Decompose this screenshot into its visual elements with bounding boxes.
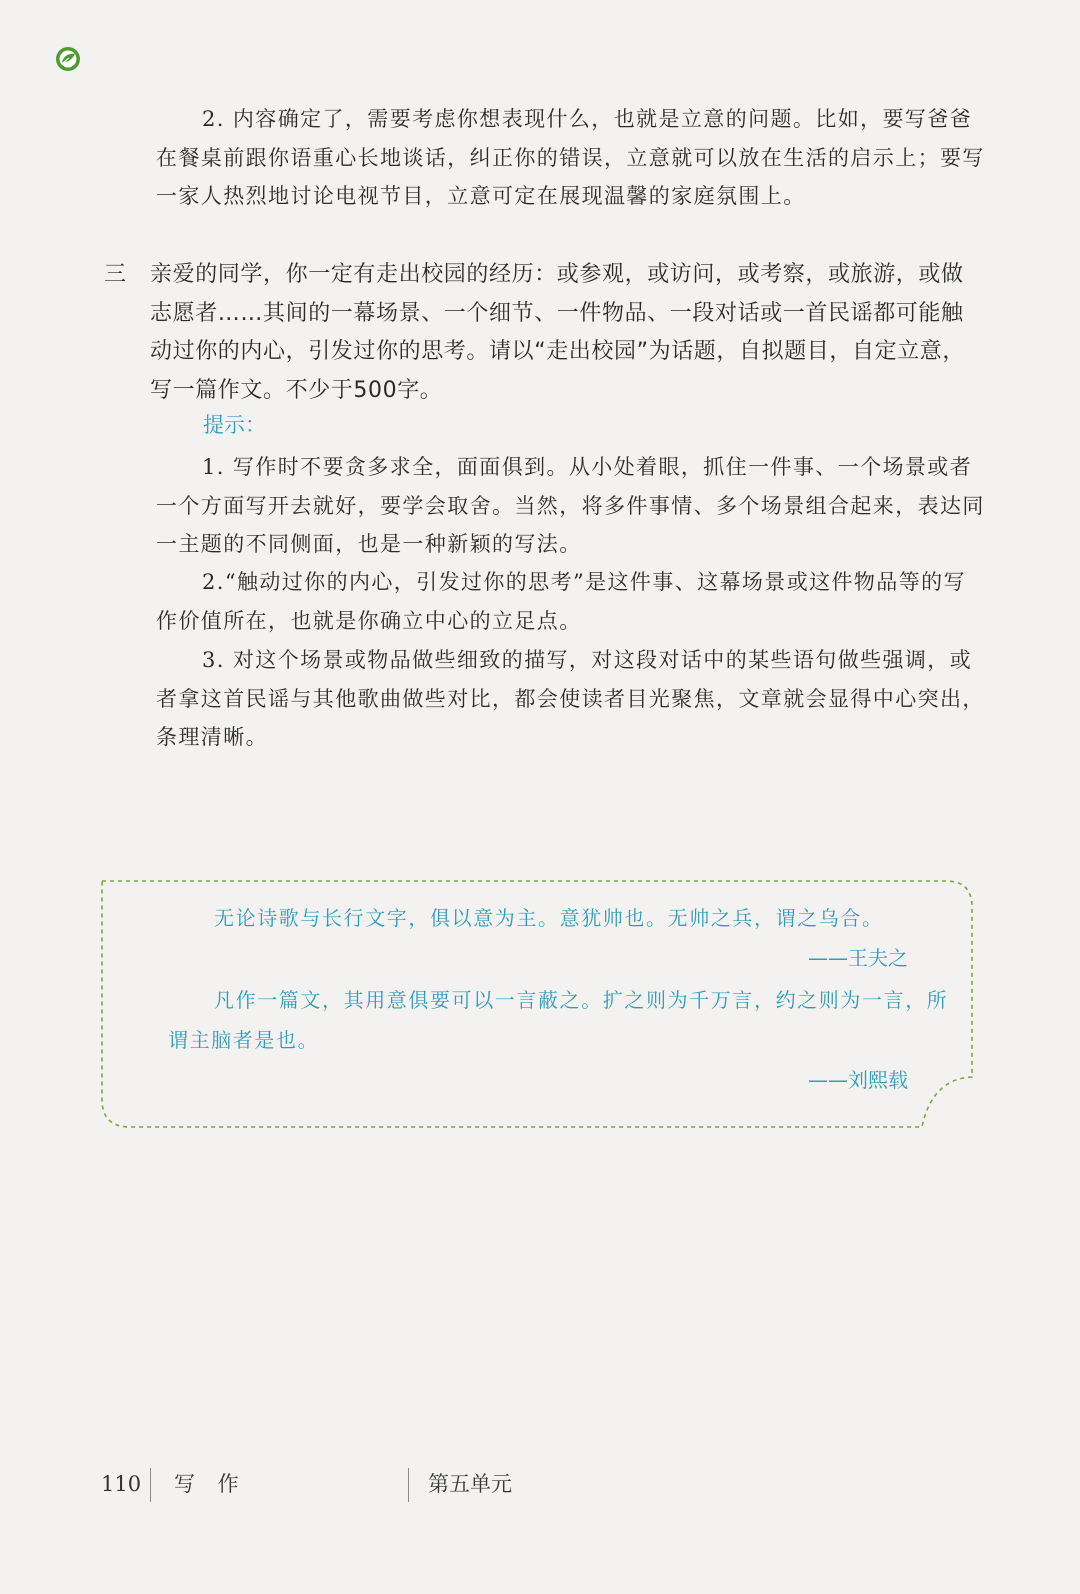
- writing-task-text: 亲爱的同学，你一定有走出校园的经历：或参观，或访问，或考察，或旅游，或做志愿者……其间的一幕场景、一个细节、一件物品、一段对话或一首民谣都可能触动过你的内心，引发过你的思考。请以“走出校园”为话题，自拟题目，自定立意，写一篇作文。不少于500字。: [150, 262, 965, 403]
- hint-text: 1. 写作时不要贪多求全，面面俱到。从小处着眼，抓住一件事、一个场景或者一个方面写开去就好，要学会取舍。当然，将多件事情、多个场景组合起来，表达同一主题的不同侧面，也是一种新颖的写法。: [156, 455, 985, 556]
- hint-item-1: [156, 448, 986, 564]
- paragraph-text: 2. 内容确定了，需要考虑你想表现什么，也就是立意的问题。比如，要写爸爸在餐桌前跟你语重心长地谈话，纠正你的错误，立意就可以放在生活的启示上；要写一家人热烈地讨论电视节目，立意可定在展现温馨的家庭氛围上。: [156, 107, 985, 208]
- task-number: 三: [104, 262, 127, 287]
- hint-item-3: [156, 641, 986, 757]
- paragraph-item-2: [156, 100, 986, 216]
- quote-2: [168, 980, 958, 1060]
- quote-text: 无论诗歌与长行文字，俱以意为主。意犹帅也。无帅之兵，谓之乌合。: [214, 906, 884, 930]
- footer-divider: [408, 1468, 409, 1502]
- hints-label: 提示：: [203, 413, 266, 437]
- quote-author-2: ——刘熙载: [808, 1068, 908, 1092]
- footer-unit-title: 第五单元: [428, 1472, 512, 1496]
- footer-divider: [150, 1468, 151, 1502]
- hint-text: 3. 对这个场景或物品做些细致的描写，对这段对话中的某些语句做些强调，或者拿这首民谣与其他歌曲做些对比，都会使读者目光聚焦，文章就会显得中心突出，条理清晰。: [156, 648, 985, 749]
- hint-item-2: [156, 563, 986, 640]
- green-leaf-circle-icon: [55, 46, 81, 72]
- footer-section-title: 写 作: [174, 1472, 247, 1496]
- quote-1: [168, 898, 958, 938]
- quote-author-1: ——王夫之: [808, 946, 908, 970]
- hint-text: 2.“触动过你的内心，引发过你的思考”是这件事、这幕场景或这件物品等的写作价值所在，也就是你确立中心的立足点。: [156, 570, 966, 633]
- page-number: 110: [101, 1472, 142, 1496]
- quote-text: 凡作一篇文，其用意俱要可以一言蔽之。扩之则为千万言，约之则为一言，所谓主脑者是也。: [168, 988, 949, 1052]
